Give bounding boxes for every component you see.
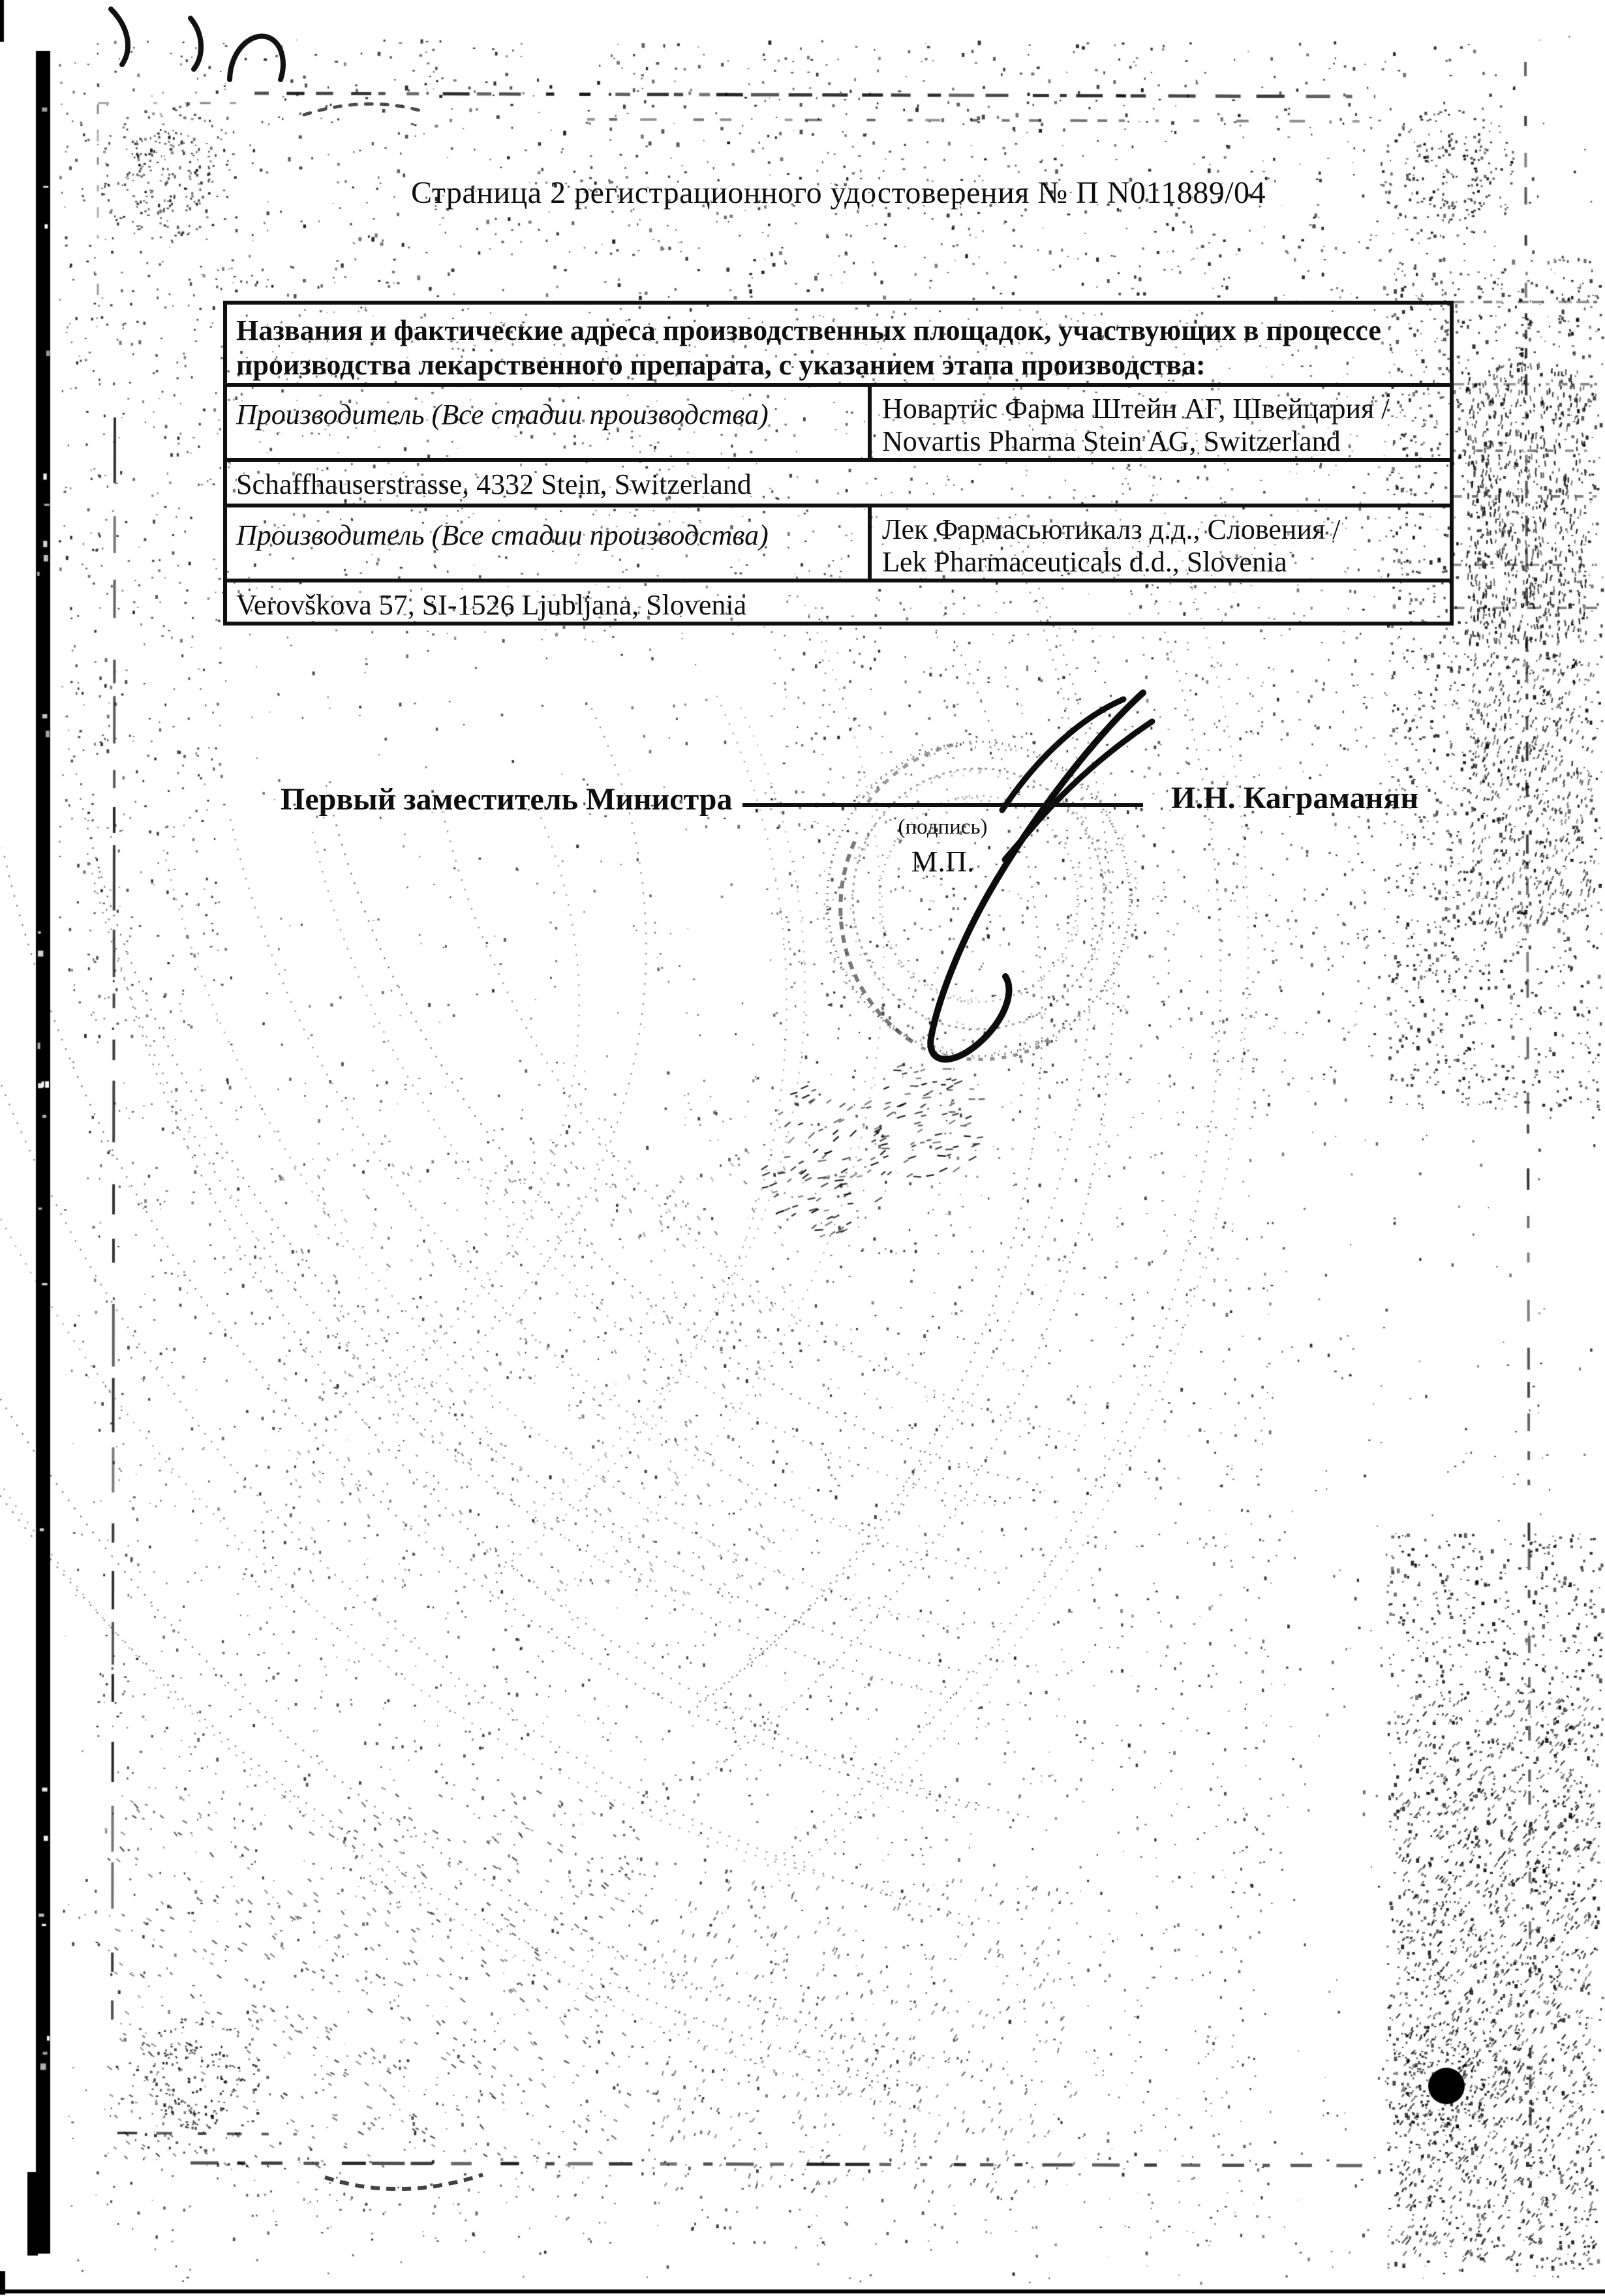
table-row (225, 460, 1452, 506)
manufacturer-value-cell (870, 385, 1452, 460)
signature-line (742, 803, 1143, 807)
manufacturer-label-cell: Производитель (Все стадии производства) (225, 506, 870, 581)
manufacturer-name-en: Lek Pharmaceuticals d.d., Slovenia (882, 546, 1287, 578)
address-cell: Schaffhauserstrasse, 4332 Stein, Switzerland (225, 460, 1452, 506)
table-row (225, 385, 1452, 460)
signer-position-title: Первый заместитель Министра (281, 782, 733, 817)
table-row (225, 581, 1452, 624)
manufacturer-value-cell (870, 506, 1452, 581)
manufacturer-label-cell: Производитель (Все стадии производства) (225, 385, 870, 460)
manufacturer-name-ru: Новартис Фарма Штейн АГ, Швейцария / (882, 393, 1390, 425)
signature-caption: (подпись) (898, 815, 988, 839)
seal-abbreviation: М.П. (911, 845, 975, 878)
manufacturer-name-ru: Лек Фармасьютикалз д.д., Словения / (882, 513, 1341, 545)
page-title: Страница 2 регистрационного удостоверения № П N011889/04 (410, 175, 1266, 210)
table-row (225, 506, 1452, 581)
address-cell: Verovškova 57, SI-1526 Ljubljana, Slovenia (225, 581, 1452, 624)
manufacturing-sites-table (223, 301, 1454, 626)
table-title: Названия и фактические адреса производственных площадок, участвующих в процессе производства лекарственного препарата, с указанием этапа производства: (225, 303, 1452, 385)
signer-name: И.Н. Каграманян (1171, 781, 1418, 815)
manufacturer-name-en: Novartis Pharma Stein AG, Switzerland (882, 425, 1341, 457)
table-title-row (225, 303, 1452, 385)
